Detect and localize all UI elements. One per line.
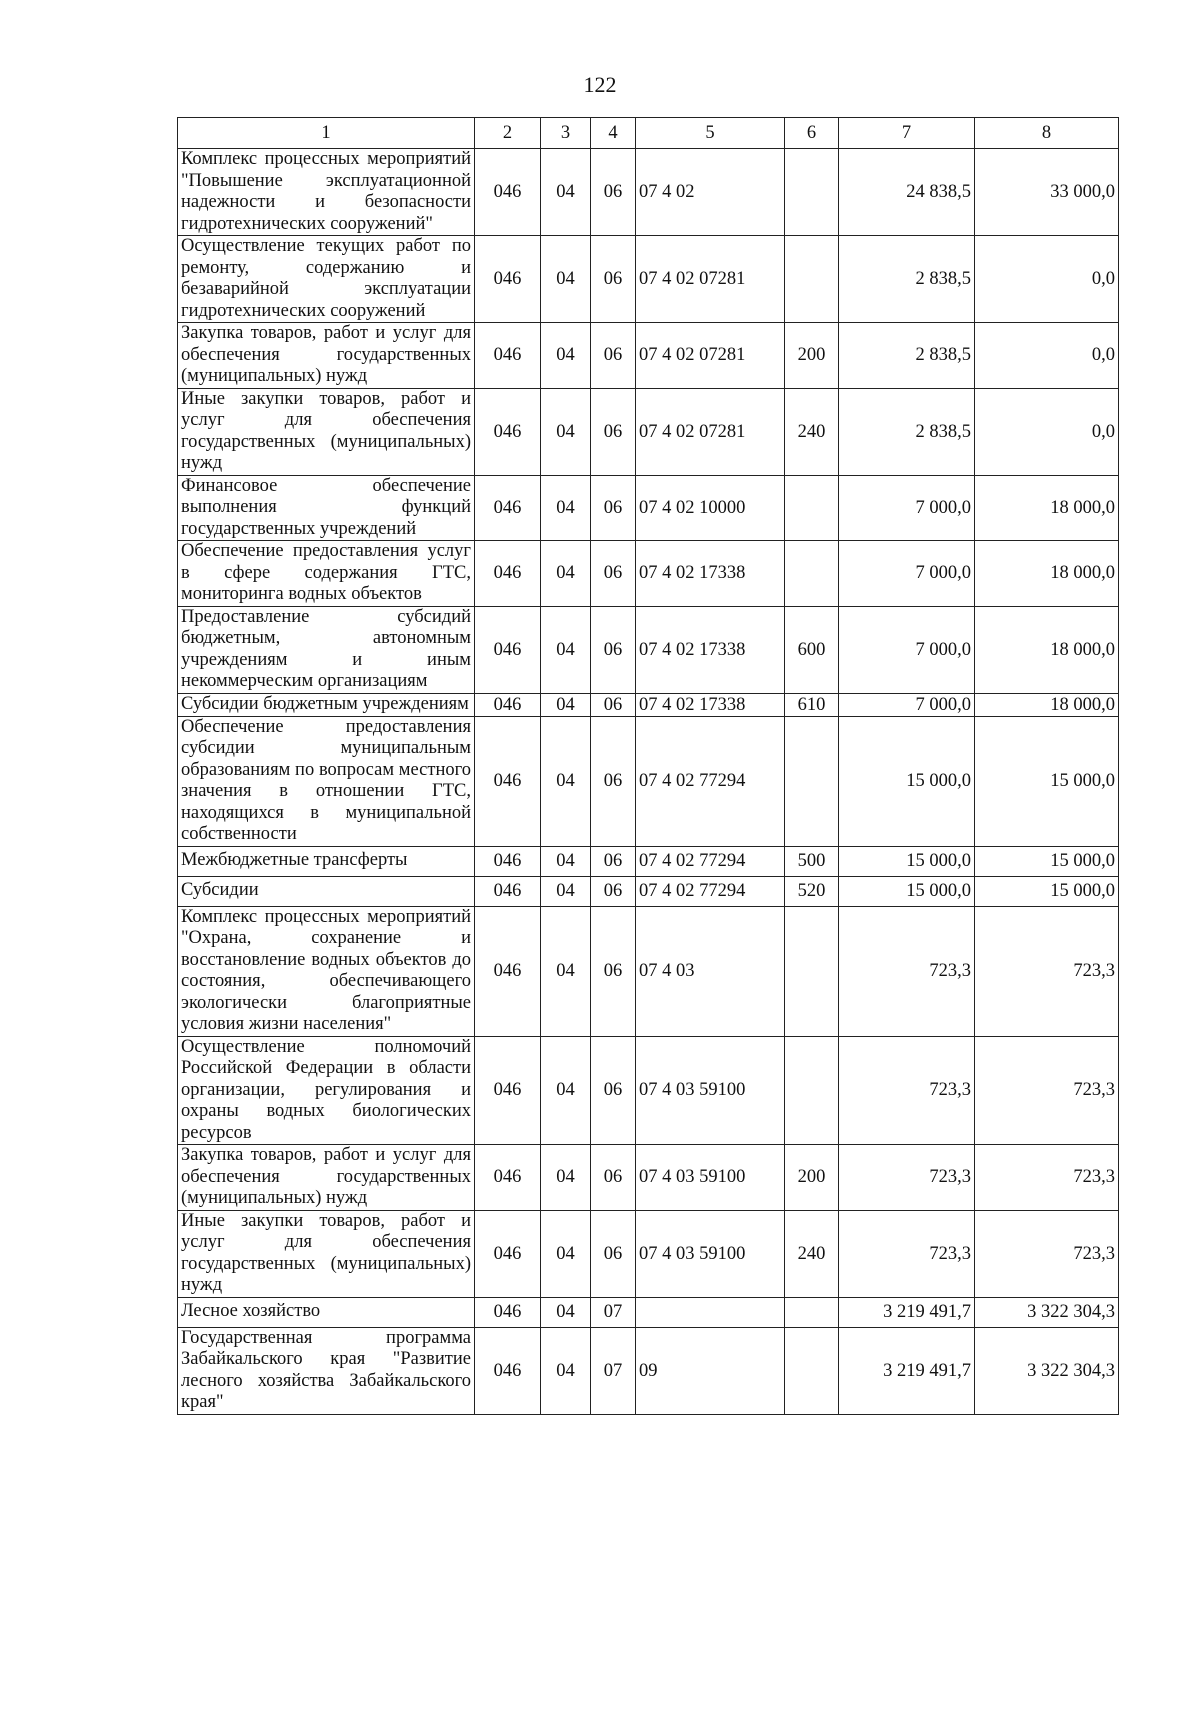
table-row: [178, 1297, 1119, 1327]
section-code: 04: [541, 606, 591, 693]
subsection-code: 06: [591, 1210, 636, 1297]
admin-code: 046: [475, 475, 541, 541]
amount-col8: 3 322 304,3: [975, 1297, 1119, 1327]
amount-col7: 15 000,0: [839, 716, 975, 846]
subsection-code: 06: [591, 323, 636, 389]
column-header: 6: [785, 118, 839, 149]
table-row: [178, 876, 1119, 906]
subsection-code: 06: [591, 846, 636, 876]
row-name: Закупка товаров, работ и услуг для обеспечения государственных (муниципальных) нужд: [178, 323, 475, 389]
subsection-code: 06: [591, 388, 636, 475]
section-code: 04: [541, 876, 591, 906]
subsection-code: 06: [591, 716, 636, 846]
amount-col7: 15 000,0: [839, 876, 975, 906]
admin-code: 046: [475, 1145, 541, 1211]
amount-col7: 7 000,0: [839, 606, 975, 693]
amount-col8: 3 322 304,3: [975, 1327, 1119, 1414]
amount-col8: 18 000,0: [975, 606, 1119, 693]
amount-col8: 0,0: [975, 388, 1119, 475]
amount-col8: 15 000,0: [975, 846, 1119, 876]
amount-col8: 0,0: [975, 236, 1119, 323]
subsection-code: 07: [591, 1297, 636, 1327]
table-row: [178, 1327, 1119, 1414]
expense-type-code: 610: [785, 693, 839, 716]
amount-col8: 723,3: [975, 906, 1119, 1036]
table-row: [178, 906, 1119, 1036]
target-item-code: 07 4 02 77294: [636, 846, 785, 876]
expense-type-code: [785, 1036, 839, 1145]
row-name: Обеспечение предоставления субсидии муниципальным образованиям по вопросам местного значения в отношении ГТС, находящихся в муниципальной собственности: [178, 716, 475, 846]
expense-type-code: 240: [785, 1210, 839, 1297]
section-code: 04: [541, 388, 591, 475]
expense-type-code: [785, 1297, 839, 1327]
admin-code: 046: [475, 846, 541, 876]
expense-type-code: [785, 475, 839, 541]
table-row: [178, 1145, 1119, 1211]
amount-col8: 723,3: [975, 1145, 1119, 1211]
amount-col7: 7 000,0: [839, 475, 975, 541]
expense-type-code: 200: [785, 1145, 839, 1211]
expense-type-code: [785, 236, 839, 323]
row-name: Межбюджетные трансферты: [178, 846, 475, 876]
row-name: Иные закупки товаров, работ и услуг для обеспечения государственных (муниципальных) нужд: [178, 388, 475, 475]
target-item-code: 07 4 02 07281: [636, 323, 785, 389]
subsection-code: 06: [591, 876, 636, 906]
expense-type-code: [785, 906, 839, 1036]
target-item-code: 07 4 02 17338: [636, 541, 785, 607]
subsection-code: 06: [591, 541, 636, 607]
row-name: Государственная программа Забайкальского края "Развитие лесного хозяйства Забайкальского края": [178, 1327, 475, 1414]
amount-col8: 723,3: [975, 1210, 1119, 1297]
amount-col7: 2 838,5: [839, 236, 975, 323]
amount-col8: 15 000,0: [975, 716, 1119, 846]
section-code: 04: [541, 541, 591, 607]
section-code: 04: [541, 1327, 591, 1414]
section-code: 04: [541, 149, 591, 236]
amount-col8: 723,3: [975, 1036, 1119, 1145]
table-row: [178, 1210, 1119, 1297]
table-row: [178, 606, 1119, 693]
target-item-code: 07 4 02 17338: [636, 693, 785, 716]
table-row: [178, 716, 1119, 846]
admin-code: 046: [475, 236, 541, 323]
table-row: [178, 541, 1119, 607]
table-header-row: [178, 118, 1119, 149]
admin-code: 046: [475, 1297, 541, 1327]
expense-type-code: 500: [785, 846, 839, 876]
table-row: [178, 1036, 1119, 1145]
amount-col7: 7 000,0: [839, 693, 975, 716]
target-item-code: 07 4 02 07281: [636, 236, 785, 323]
amount-col7: 723,3: [839, 906, 975, 1036]
section-code: 04: [541, 846, 591, 876]
target-item-code: 07 4 02 77294: [636, 716, 785, 846]
section-code: 04: [541, 1036, 591, 1145]
admin-code: 046: [475, 693, 541, 716]
subsection-code: 06: [591, 475, 636, 541]
row-name: Закупка товаров, работ и услуг для обеспечения государственных (муниципальных) нужд: [178, 1145, 475, 1211]
column-header: 2: [475, 118, 541, 149]
column-header: 7: [839, 118, 975, 149]
admin-code: 046: [475, 388, 541, 475]
target-item-code: 07 4 02 07281: [636, 388, 785, 475]
subsection-code: 07: [591, 1327, 636, 1414]
target-item-code: 09: [636, 1327, 785, 1414]
target-item-code: [636, 1297, 785, 1327]
table-row: [178, 693, 1119, 716]
target-item-code: 07 4 02 77294: [636, 876, 785, 906]
amount-col7: 7 000,0: [839, 541, 975, 607]
expense-type-code: 600: [785, 606, 839, 693]
table-row: [178, 388, 1119, 475]
budget-table: [177, 117, 1119, 1415]
page-number: 122: [583, 72, 617, 97]
section-code: 04: [541, 693, 591, 716]
row-name: Лесное хозяйство: [178, 1297, 475, 1327]
expense-type-code: [785, 149, 839, 236]
target-item-code: 07 4 03 59100: [636, 1145, 785, 1211]
column-header: 4: [591, 118, 636, 149]
amount-col7: 15 000,0: [839, 846, 975, 876]
table-row: [178, 236, 1119, 323]
target-item-code: 07 4 02: [636, 149, 785, 236]
row-name: Субсидии бюджетным учреждениям: [178, 693, 475, 716]
expense-type-code: [785, 1327, 839, 1414]
row-name: Осуществление полномочий Российской Федерации в области организации, регулирования и охраны водных биологических ресурсов: [178, 1036, 475, 1145]
row-name: Обеспечение предоставления услуг в сфере содержания ГТС, мониторинга водных объектов: [178, 541, 475, 607]
column-header: 8: [975, 118, 1119, 149]
admin-code: 046: [475, 541, 541, 607]
amount-col8: 18 000,0: [975, 693, 1119, 716]
amount-col7: 723,3: [839, 1210, 975, 1297]
section-code: 04: [541, 716, 591, 846]
row-name: Комплекс процессных мероприятий "Охрана, сохранение и восстановление водных объектов до состояния, обеспечивающего экологически благоприятные условия жизни населения": [178, 906, 475, 1036]
section-code: 04: [541, 1145, 591, 1211]
section-code: 04: [541, 906, 591, 1036]
admin-code: 046: [475, 876, 541, 906]
target-item-code: 07 4 03 59100: [636, 1036, 785, 1145]
amount-col8: 0,0: [975, 323, 1119, 389]
admin-code: 046: [475, 149, 541, 236]
row-name: Комплекс процессных мероприятий "Повышение эксплуатационной надежности и безопасности гидротехнических сооружений": [178, 149, 475, 236]
table-row: [178, 323, 1119, 389]
target-item-code: 07 4 02 17338: [636, 606, 785, 693]
expense-type-code: 200: [785, 323, 839, 389]
amount-col8: 18 000,0: [975, 541, 1119, 607]
row-name: Финансовое обеспечение выполнения функций государственных учреждений: [178, 475, 475, 541]
subsection-code: 06: [591, 1145, 636, 1211]
column-header: 1: [178, 118, 475, 149]
section-code: 04: [541, 236, 591, 323]
section-code: 04: [541, 1210, 591, 1297]
amount-col7: 24 838,5: [839, 149, 975, 236]
amount-col7: 723,3: [839, 1036, 975, 1145]
expense-type-code: 520: [785, 876, 839, 906]
target-item-code: 07 4 03 59100: [636, 1210, 785, 1297]
row-name: Осуществление текущих работ по ремонту, содержанию и безаварийной эксплуатации гидротехнических сооружений: [178, 236, 475, 323]
admin-code: 046: [475, 1210, 541, 1297]
amount-col8: 18 000,0: [975, 475, 1119, 541]
admin-code: 046: [475, 606, 541, 693]
subsection-code: 06: [591, 906, 636, 1036]
column-header: 5: [636, 118, 785, 149]
table-row: [178, 149, 1119, 236]
subsection-code: 06: [591, 606, 636, 693]
amount-col8: 33 000,0: [975, 149, 1119, 236]
row-name: Субсидии: [178, 876, 475, 906]
admin-code: 046: [475, 1327, 541, 1414]
section-code: 04: [541, 1297, 591, 1327]
admin-code: 046: [475, 906, 541, 1036]
subsection-code: 06: [591, 149, 636, 236]
amount-col8: 15 000,0: [975, 876, 1119, 906]
expense-type-code: [785, 716, 839, 846]
amount-col7: 3 219 491,7: [839, 1327, 975, 1414]
amount-col7: 2 838,5: [839, 323, 975, 389]
amount-col7: 723,3: [839, 1145, 975, 1211]
admin-code: 046: [475, 716, 541, 846]
expense-type-code: [785, 541, 839, 607]
column-header: 3: [541, 118, 591, 149]
subsection-code: 06: [591, 236, 636, 323]
subsection-code: 06: [591, 1036, 636, 1145]
section-code: 04: [541, 475, 591, 541]
admin-code: 046: [475, 323, 541, 389]
row-name: Иные закупки товаров, работ и услуг для обеспечения государственных (муниципальных) нужд: [178, 1210, 475, 1297]
table-row: [178, 475, 1119, 541]
table-row: [178, 846, 1119, 876]
target-item-code: 07 4 03: [636, 906, 785, 1036]
subsection-code: 06: [591, 693, 636, 716]
section-code: 04: [541, 323, 591, 389]
row-name: Предоставление субсидий бюджетным, автономным учреждениям и иным некоммерческим организациям: [178, 606, 475, 693]
amount-col7: 3 219 491,7: [839, 1297, 975, 1327]
expense-type-code: 240: [785, 388, 839, 475]
target-item-code: 07 4 02 10000: [636, 475, 785, 541]
amount-col7: 2 838,5: [839, 388, 975, 475]
admin-code: 046: [475, 1036, 541, 1145]
